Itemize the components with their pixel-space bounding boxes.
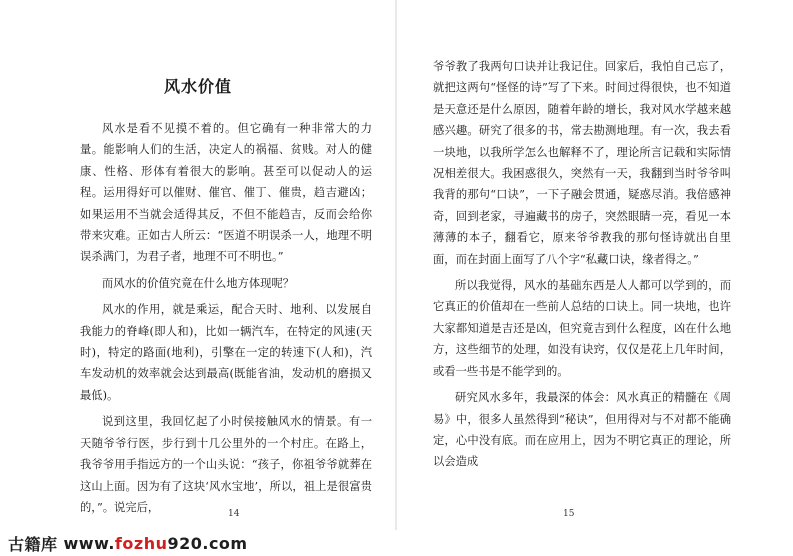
left-paragraph-4: 说到这里，我回忆起了小时侯接触风水的情景。有一天随爷爷行医，步行到十几公里外的一个村庄。在路上，我爷爷用手指远方的一个山头说：“孩子，你祖爷爷就葬在这山上面。因为有了这块‘风水宝地’，所以，祖上是很富贵的，”。说完后， <box>80 415 372 514</box>
left-page-body <box>80 118 372 523</box>
right-page-number: 15 <box>563 509 575 519</box>
right-page <box>397 0 793 530</box>
watermark-url <box>64 534 248 553</box>
watermark-url-prefix: www. <box>63 533 115 553</box>
right-paragraph-3: 研究风水多年，我最深的体会：风水真正的精髓在《周易》中，很多人虽然得到“秘诀”，但用得对与不对都不能确定，心中没有底。而在应用上，因为不明它真正的理论，所以会造成 <box>433 391 731 469</box>
left-paragraph-1: 风水是看不见摸不着的。但它确有一种非常大的力量。能影响人们的生活，决定人的祸福、贫贱。对人的健康、性格、形体有着很大的影响。甚至可以促动人的运程。运用得好可以催财、催官、催丁、催贵，趋吉避凶；如果运用不当就会适得其反，不但不能趋吉，反而会给你带来灾难。正如古人所云：“医道不明误杀一人，地理不明误杀满门，为君子者，地理不可不明也。” <box>80 122 372 264</box>
watermark-url-suffix: 920.com <box>167 533 248 553</box>
site-watermark <box>0 530 300 556</box>
left-page-number: 14 <box>228 509 240 519</box>
left-paragraph-3: 风水的作用，就是乘运，配合天时、地利、以发展自我能力的脊峰(即人和)，比如一辆汽车，在特定的风速(天时)，特定的路面(地利)，引擎在一定的转速下(人和)，汽车发动机的效率就会达到最高(既能省油，发动机的磨损又最低)。 <box>80 303 372 402</box>
right-paragraph-1: 爷爷教了我两句口诀并让我记住。回家后，我怕自己忘了，就把这两句“怪怪的诗”写了下来。时间过得很快，也不知道是天意还是什么原因，随着年龄的增长，我对风水学越来越感兴趣。研究了很多的书，常去勘测地理。有一次，我去看一块地，以我所学怎么也解释不了，理论所言记载和实际情况相差很大。我困惑很久，突然有一天，我翻到当时爷爷叫我背的那句“口诀”，一下子融会贯通，疑惑尽消。我倍感神奇，回到老家，寻遍藏书的房子，突然眼睛一亮，看见一本薄薄的本子，翻看它，原来爷爷教我的那句怪诗就出自里面，而在封面上面写了八个字“私藏口诀，缘者得之。” <box>433 60 731 266</box>
right-page-body <box>433 56 731 478</box>
left-page <box>0 0 396 530</box>
left-paragraph-2: 而风水的价值究竟在什么地方体现呢？ <box>102 276 295 290</box>
watermark-url-accent: fozhu <box>114 533 168 553</box>
watermark-name: 古籍库 <box>8 534 58 554</box>
chapter-title: 风水价值 <box>163 77 232 96</box>
right-paragraph-2: 所以我觉得，风水的基础东西是人人都可以学到的，而它真正的价值却在一些前人总结的口诀上。同一块地，也许大家都知道是吉还是凶，但究竟吉到什么程度，凶在什么地方，这些细节的处理，如没有诀窍，仅仅是花上几年时间，或看一些书是不能学到的。 <box>433 279 731 378</box>
